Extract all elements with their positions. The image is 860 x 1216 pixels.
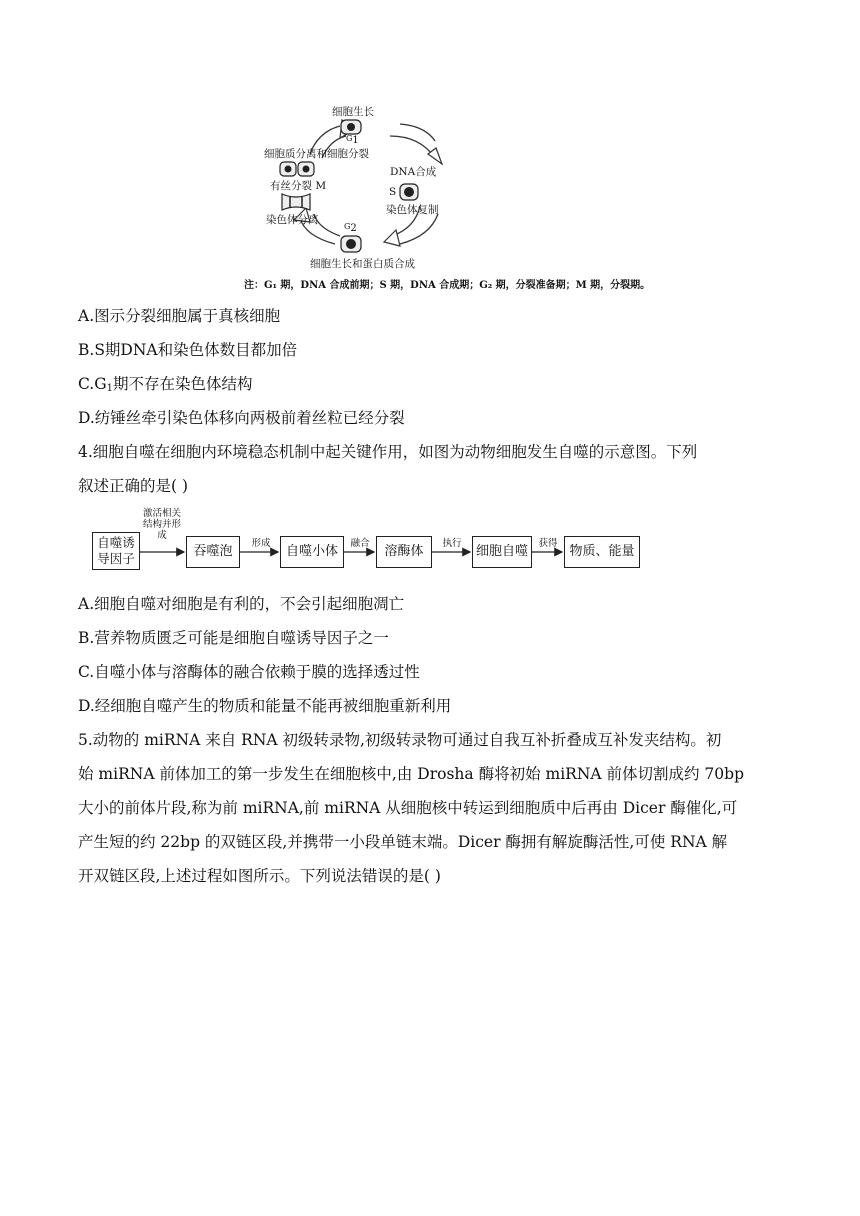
flow-label-form: 形成: [251, 538, 271, 549]
flow-box-autophagy: 细胞自噬: [472, 536, 532, 568]
flow-label-obtain: 获得: [538, 538, 558, 549]
arrow-g1-to-s: [400, 124, 435, 141]
flow-box-material-energy: 物质、能量: [564, 536, 640, 568]
label-growth-protein-synthesis: 细胞生长和蛋白质合成: [310, 258, 415, 270]
q4-option-c: C.自噬小体与溶酶体的融合依赖于膜的选择透过性: [78, 663, 420, 681]
q4-option-a: A.细胞自噬对细胞是有利的，不会引起细胞凋亡: [78, 595, 405, 613]
flow-box-inducer: 自噬诱导因子: [92, 532, 140, 570]
label-cell-growth: 细胞生长: [332, 106, 374, 118]
label-s: S: [389, 186, 397, 198]
dividing-cell: [282, 194, 310, 210]
q5-line2: 始 miRNA 前体加工的第一步发生在细胞核中,由 Drosha 酶将初始 miRNA 前体切割成约 70bp: [78, 765, 744, 783]
flow-box-phagophore: 吞噬泡: [186, 536, 240, 568]
q5-line1: 5.动物的 miRNA 来自 RNA 初级转录物,初级转录物可通过自我互补折叠成互补发夹结构。初: [78, 731, 722, 749]
label-chromosome-replication: 染色体复制: [386, 204, 439, 216]
q4-option-d: D.经细胞自噬产生的物质和能量不能再被细胞重新利用: [78, 697, 452, 715]
label-g1: $G_1$: [346, 134, 359, 146]
q4-stem-line2: 叙述正确的是( ): [78, 477, 189, 495]
label-mitosis-m: 有丝分裂 M: [270, 180, 327, 192]
label-dna-synthesis: DNA合成: [390, 166, 437, 178]
q3-option-a: A.图示分裂细胞属于真核细胞: [78, 307, 281, 325]
label-chromosome-separation: 染色体分离: [266, 214, 319, 226]
q3-option-c: $C.G_1$期不存在染色体结构: [78, 375, 253, 394]
flow-label-activate: 激活相关结构并形成: [142, 508, 181, 541]
flow-label-fuse: 融合: [350, 538, 370, 549]
figure-note: 注：G₁ 期，DNA 合成前期；S 期，DNA 合成期；G₂ 期，分裂准备期；M 期，分裂期。: [244, 280, 651, 291]
label-cytokinesis: 细胞质分离和细胞分裂: [264, 148, 369, 160]
q4-option-b: B.营养物质匮乏可能是细胞自噬诱导因子之一: [78, 629, 389, 647]
autophagy-flow-figure: [92, 506, 652, 578]
q3-option-d: D.纺锤丝牵引染色体移向两极前着丝粒已经分裂: [78, 409, 405, 427]
q5-line4: 产生短的约 22bp 的双链区段,并携带一小段单链末端。Dicer 酶拥有解旋酶活性,可使 RNA 解: [78, 833, 728, 851]
q3-option-b: B.S期DNA和染色体数目都加倍: [78, 341, 298, 359]
q5-line5: 开双链区段,上述过程如图所示。下列说法错误的是( ): [78, 867, 441, 885]
q5-line3: 大小的前体片段,称为前 miRNA,前 miRNA 从细胞核中转运到细胞质中后再由 Dicer 酶催化,可: [78, 799, 738, 817]
label-g2: $G_2$: [344, 222, 357, 234]
q4-stem-line1: 4.细胞自噬在细胞内环境稳态机制中起关键作用，如图为动物细胞发生自噬的示意图。下列: [78, 443, 698, 461]
cell-cycle-figure: [244, 96, 651, 296]
flow-box-lysosome: 溶酶体: [376, 536, 432, 568]
flow-box-autophagosome: 自噬小体: [280, 536, 344, 568]
cell-cycle-diagram: [250, 96, 590, 296]
flow-label-execute: 执行: [442, 538, 462, 549]
